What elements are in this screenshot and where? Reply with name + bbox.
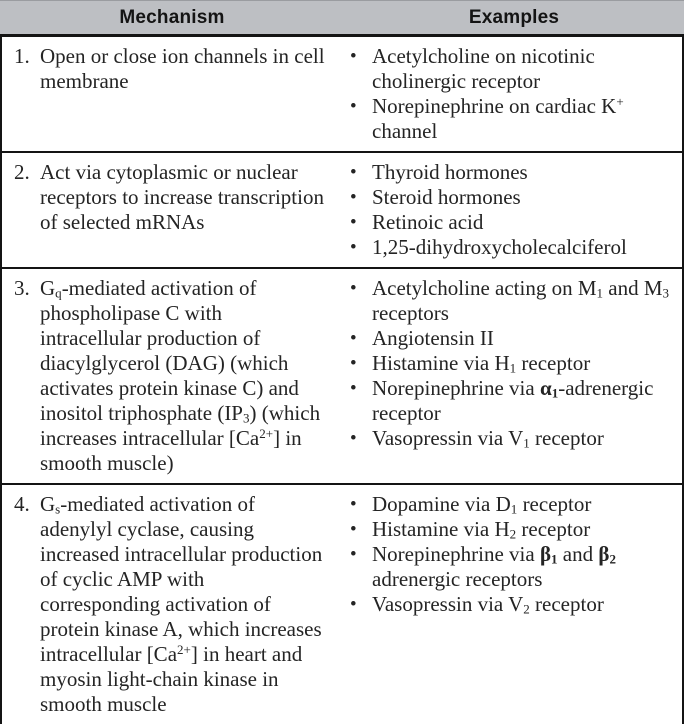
example-text: Angiotensin II	[372, 326, 494, 350]
example-text: Retinoic acid	[372, 210, 484, 234]
example-text: Norepinephrine via $\alpha_1$-adrenergic receptor	[372, 376, 654, 425]
table-row	[2, 37, 682, 153]
bullet-icon: •	[350, 544, 357, 565]
bullet-icon: •	[350, 96, 357, 117]
example-item	[348, 492, 676, 517]
example-item	[348, 376, 676, 426]
bullet-icon: •	[350, 278, 357, 299]
bullet-icon: •	[350, 46, 357, 67]
table-body	[0, 37, 684, 724]
item-number: 1.	[14, 44, 30, 68]
example-item	[348, 426, 676, 451]
example-text: Vasopressin via $V_2$ receptor	[372, 592, 604, 617]
bullet-icon: •	[350, 237, 357, 258]
bullet-icon: •	[350, 212, 357, 233]
bullet-icon: •	[350, 187, 357, 208]
table-row	[2, 269, 682, 485]
bullet-icon: •	[350, 494, 357, 515]
bullet-icon: •	[350, 594, 357, 615]
example-text: Steroid hormones	[372, 185, 521, 209]
bullet-icon: •	[350, 353, 357, 374]
example-item	[348, 235, 676, 260]
example-text: Thyroid hormones	[372, 160, 528, 184]
example-item	[348, 542, 676, 592]
bullet-icon: •	[350, 428, 357, 449]
example-item	[348, 210, 676, 235]
example-item	[348, 185, 676, 210]
example-item	[348, 276, 676, 326]
item-number: 4.	[14, 492, 30, 516]
example-text: Norepinephrine on cardiac K+ channel	[372, 93, 624, 143]
bullet-icon: •	[350, 328, 357, 349]
examples-cell	[338, 160, 682, 260]
examples-cell	[338, 492, 682, 717]
mechanism-text: $G_q$-mediated activation of phospholipase C with intracellular production of diacylglycerol (DAG) (which activates protein kinase C) and inositol triphosphate $(IP_3)$ (which increases intracellular $[Ca^{2+}]$ in smooth muscle)	[40, 276, 321, 475]
example-text: Acetylcholine on nicotinic cholinergic receptor	[372, 44, 595, 93]
mechanism-cell	[2, 160, 338, 260]
example-text: Histamine via $H_2$ receptor	[372, 517, 591, 542]
examples-cell	[338, 276, 682, 476]
bullet-icon: •	[350, 519, 357, 540]
item-number: 3.	[14, 276, 30, 300]
example-text: Histamine via $H_1$ receptor	[372, 351, 591, 376]
example-item	[348, 351, 676, 376]
examples-cell	[338, 44, 682, 144]
column-header-mechanism: Mechanism	[119, 6, 225, 28]
mechanism-text: Act via cytoplasmic or nuclear receptors to increase transcription of selected mRNAs	[40, 160, 324, 234]
item-number: 2.	[14, 160, 30, 184]
mechanism-cell	[2, 492, 338, 717]
example-item	[348, 160, 676, 185]
mechanism-cell	[2, 276, 338, 476]
example-item	[348, 326, 676, 351]
example-item	[348, 517, 676, 542]
example-text: Norepinephrine via $\beta_1$ and $\beta_2$ adrenergic receptors	[372, 542, 616, 591]
example-text: Acetylcholine acting on $M_1$ and $M_3$ receptors	[372, 276, 670, 325]
mechanism-cell	[2, 44, 338, 144]
mechanism-text: $G_s$-mediated activation of adenylyl cyclase, causing increased intracellular production of cyclic AMP with corresponding activation of protein kinase A, which increases intracellular $[Ca^{2+}]$ in heart and myosin light-chain kinase in smooth muscle	[40, 492, 323, 716]
column-header-examples: Examples	[468, 6, 560, 28]
bullet-icon: •	[350, 378, 357, 399]
example-text: Vasopressin via $V_1$ receptor	[372, 426, 604, 451]
example-item	[348, 592, 676, 617]
example-item	[348, 44, 676, 94]
example-item	[348, 94, 676, 144]
mechanism-text: Open or close ion channels in cell membrane	[40, 44, 325, 93]
table-header-row	[0, 0, 684, 37]
table-row	[2, 153, 682, 269]
table-row	[2, 485, 682, 724]
example-text: Dopamine via $D_1$ receptor	[372, 492, 592, 517]
example-text: 1,25-dihydroxycholecalciferol	[372, 235, 627, 259]
bullet-icon: •	[350, 162, 357, 183]
